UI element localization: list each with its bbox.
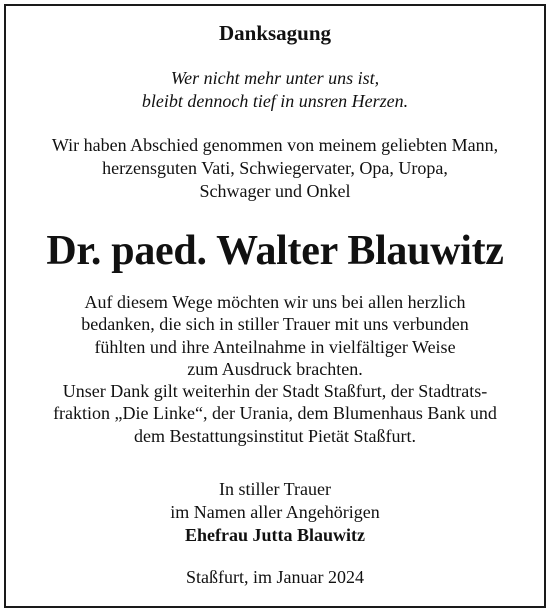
thanks-line: Auf diesem Wege möchten wir uns bei allen herzlich: [84, 292, 466, 312]
signatory: Ehefrau Jutta Blauwitz: [185, 525, 365, 545]
notice-heading: [4, 20, 546, 46]
heading-text: Danksagung: [218, 21, 332, 45]
motto-line: bleibt dennoch tief in unsren Herzen.: [141, 91, 409, 111]
closing-block: [4, 478, 546, 547]
intro-paragraph: [4, 134, 546, 203]
thanks-line: fraktion „Die Linke“, der Urania, dem Blumenhaus Bank und: [53, 403, 497, 424]
closing-line: im Namen aller Angehörigen: [170, 502, 380, 522]
motto-line: Wer nicht mehr unter uns ist,: [170, 68, 380, 88]
deceased-name: [4, 226, 546, 276]
intro-line: Schwager und Onkel: [199, 181, 351, 201]
deceased-name-text: Dr. paed. Walter Blauwitz: [46, 228, 504, 274]
thanks-line: bedanken, die sich in stiller Trauer mit uns verbunden: [81, 314, 469, 335]
motto-quote: [4, 67, 546, 113]
closing-line: In stiller Trauer: [219, 479, 331, 499]
place-date: [4, 566, 546, 589]
thanks-line: dem Bestattungsinstitut Pietät Staßfurt.: [134, 425, 416, 446]
thanks-line: Unser Dank gilt weiterhin der Stadt Staßfurt, der Stadtrats-: [62, 381, 488, 402]
thanks-paragraph: [4, 291, 546, 447]
intro-line: herzensguten Vati, Schwiegervater, Opa, Uropa,: [102, 158, 448, 178]
thanks-line: fühlten und ihre Anteilnahme in vielfältiger Weise: [94, 336, 456, 357]
thanks-line: zum Ausdruck brachten.: [187, 358, 363, 379]
intro-line: Wir haben Abschied genommen von meinem geliebten Mann,: [51, 135, 499, 155]
place-date-text: Staßfurt, im Januar 2024: [186, 567, 364, 587]
